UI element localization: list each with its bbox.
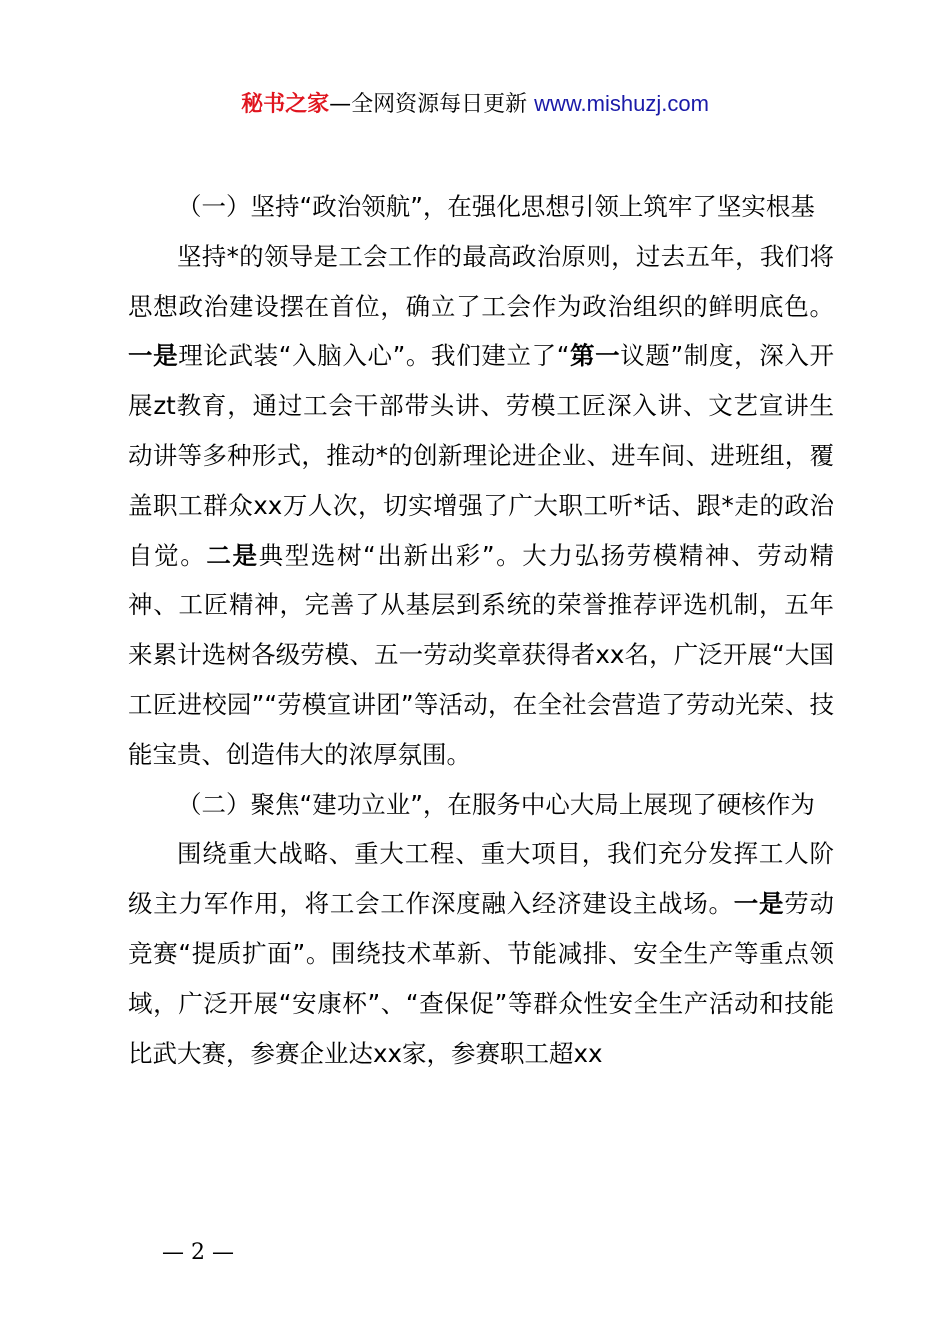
header-slogan: —全网资源每日更新 bbox=[329, 92, 528, 117]
body-text-run: 议题”制度，深入开展zt教育，通过工会干部带头讲、劳模工匠深入讲、文艺宣讲生动讲等多种形式，推动*的创新理论进企业、进车间、进班组，覆盖职工群众xx万人次，切实增强了广大职工听*话、跟*走的政治自觉。 bbox=[128, 341, 835, 570]
section-heading-1: （一）坚持“政治领航”，在强化思想引领上筑牢了坚实根基 bbox=[177, 192, 815, 221]
bold-marker: 一是 bbox=[128, 341, 179, 371]
bold-marker: 第一 bbox=[569, 341, 621, 371]
bold-marker: 二是 bbox=[206, 540, 259, 570]
section-heading-2: （二）聚焦“建功立业”，在服务中心大局上展现了硬核作为 bbox=[177, 789, 815, 819]
header-url-link[interactable]: www.mishuzj.com bbox=[534, 91, 709, 116]
body-text-run: 典型选树“出新出彩”。大力弘扬劳模精神、劳动精神、工匠精神，完善了从基层到系统的荣誉推荐评选机制，五年来累计选树各级劳模、五一劳动奖章获得者xx名，广泛开展“大国工匠进校园”“劳模宣讲团”等活动，在全社会营造了劳动光荣、技能宝贵、创造伟大的浓厚氛围。 bbox=[128, 540, 835, 769]
header-brand: 秘书之家 bbox=[241, 92, 330, 117]
bold-marker: 一是 bbox=[733, 889, 785, 919]
section-body-1 bbox=[128, 232, 834, 780]
body-text-run: 理论武装“入脑入心”。我们建立了“ bbox=[178, 341, 570, 371]
body-text-run: 劳动竞赛“提质扩面”。围绕技术革新、节能减排、安全生产等重点领域，广泛开展“安康杯”、“查保促”等群众性安全生产活动和技能比武大赛，参赛企业达xx家，参赛职工超xx bbox=[128, 889, 835, 1068]
section-body-2 bbox=[128, 829, 834, 1078]
body-text-run: 围绕重大战略、重大工程、重大项目，我们充分发挥工人阶级主力军作用，将工会工作深度融入经济建设主战场。 bbox=[128, 839, 834, 919]
body-text-run: 坚持*的领导是工会工作的最高政治原则，过去五年，我们将思想政治建设摆在首位，确立了工会作为政治组织的鲜明底色。 bbox=[128, 241, 834, 321]
document-body bbox=[128, 182, 834, 1078]
page-number: — 2 — bbox=[162, 1240, 234, 1265]
page-header bbox=[0, 86, 950, 123]
